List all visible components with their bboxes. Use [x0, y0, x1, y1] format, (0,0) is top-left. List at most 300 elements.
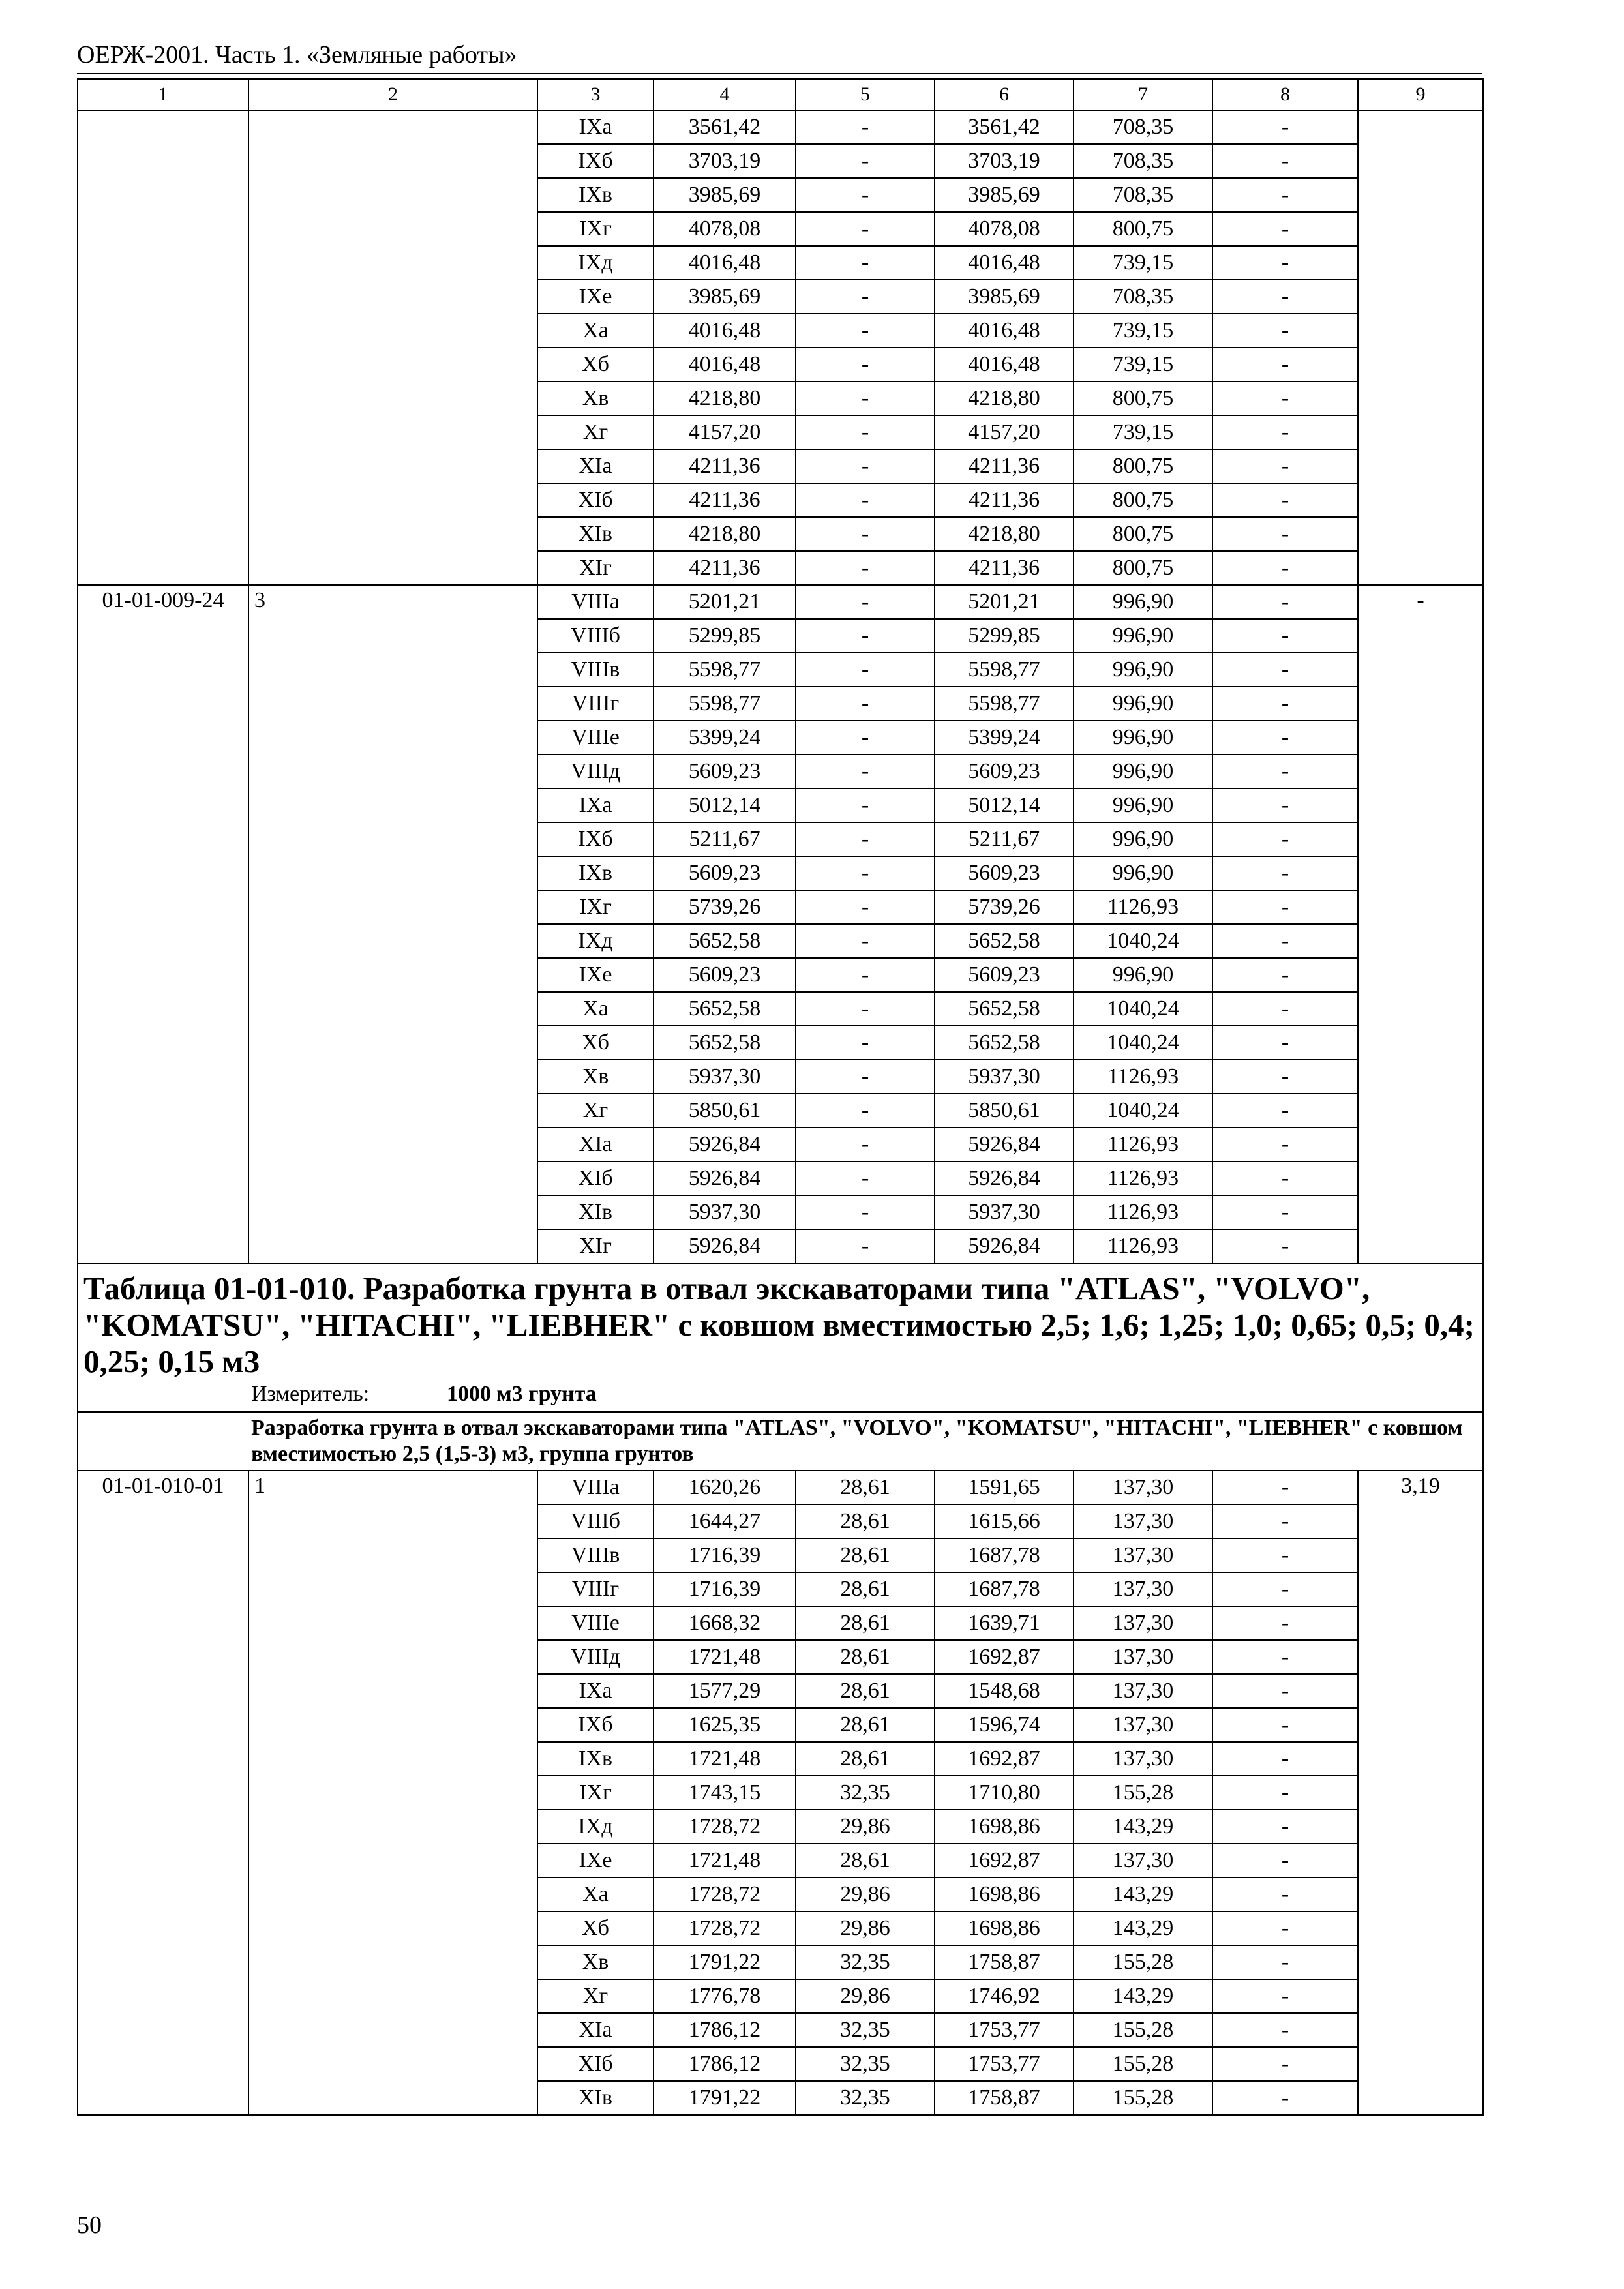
value-cell: 4211,36: [935, 483, 1074, 517]
value-cell: 32,35: [796, 2047, 935, 2081]
value-cell: 4211,36: [935, 551, 1074, 585]
value-cell: -: [796, 1026, 935, 1060]
value-cell: 4157,20: [935, 415, 1074, 449]
value-cell: 1758,87: [935, 2081, 1074, 2115]
value-cell: 5598,77: [935, 653, 1074, 687]
value-cell: -: [1212, 822, 1358, 856]
value-cell: -: [796, 1094, 935, 1128]
value-cell: 1615,66: [935, 1504, 1074, 1538]
value-cell: 5926,84: [654, 1161, 796, 1195]
value-cell: 28,61: [796, 1708, 935, 1742]
value-cell: XIв: [537, 1195, 654, 1229]
column-number: 2: [248, 79, 537, 110]
value-cell: 29,86: [796, 1911, 935, 1945]
value-cell: Xв: [537, 382, 654, 415]
value-cell: 137,30: [1074, 1471, 1212, 1504]
value-cell: IXе: [537, 1844, 654, 1878]
value-cell: 5609,23: [935, 958, 1074, 992]
value-cell: 708,35: [1074, 144, 1212, 178]
subheading-cell: [78, 1412, 1483, 1471]
header-rule: [77, 73, 1482, 74]
value-cell: 5926,84: [935, 1229, 1074, 1263]
value-cell: IXд: [537, 246, 654, 280]
value-cell: 5012,14: [935, 788, 1074, 822]
column-number: 1: [78, 79, 248, 110]
value-cell: IXд: [537, 924, 654, 958]
value-cell: 137,30: [1074, 1708, 1212, 1742]
measurer-value: 1000 м3 грунта: [447, 1382, 597, 1406]
value-cell: XIг: [537, 551, 654, 585]
value-cell: 996,90: [1074, 585, 1212, 619]
value-cell: 32,35: [796, 1945, 935, 1979]
value-cell: 29,86: [796, 1810, 935, 1844]
value-cell: 1625,35: [654, 1708, 796, 1742]
value-cell: -: [796, 1229, 935, 1263]
value-cell: 5739,26: [935, 890, 1074, 924]
value-cell: 4157,20: [654, 415, 796, 449]
value-cell: -: [1212, 585, 1358, 619]
subheading-text: Разработка грунта в отвал экскаваторами типа "ATLAS", "VOLVO", "KOMATSU", "HITACHI", "LIEBHER" с ковшом вместимостью 2,5 (1,5-3) м3, группа грунтов: [251, 1416, 1463, 1466]
value-cell: 143,29: [1074, 1911, 1212, 1945]
value-cell: 4016,48: [935, 314, 1074, 348]
value-cell: 143,29: [1074, 1810, 1212, 1844]
value-cell: 5201,21: [935, 585, 1074, 619]
value-cell: 28,61: [796, 1538, 935, 1572]
value-cell: -: [796, 788, 935, 822]
value-cell: XIа: [537, 1128, 654, 1161]
value-cell: 1743,15: [654, 1776, 796, 1810]
value-cell: 708,35: [1074, 280, 1212, 314]
value-cell: -: [1212, 2013, 1358, 2047]
value-cell: 5652,58: [654, 1026, 796, 1060]
value-cell: 996,90: [1074, 788, 1212, 822]
value-cell: -: [1212, 1572, 1358, 1606]
value-cell: 1687,78: [935, 1572, 1074, 1606]
value-cell: -: [1212, 619, 1358, 653]
value-cell: 1040,24: [1074, 1094, 1212, 1128]
value-cell: 143,29: [1074, 1979, 1212, 2013]
value-cell: 137,30: [1074, 1674, 1212, 1708]
value-cell: 5926,84: [935, 1161, 1074, 1195]
value-cell: 5598,77: [935, 687, 1074, 721]
value-cell: 1728,72: [654, 1810, 796, 1844]
work-group-cell: 3: [248, 585, 537, 1263]
section-title: Таблица 01-01-010. Разработка грунта в отвал экскаваторами типа "ATLAS", "VOLVO", "KOMATSU", "HITACHI", "LIEBHER" с ковшом вместимостью 2,5; 1,6; 1,25; 1,0; 0,65; 0,5; 0,4; 0,25; 0,15 м3: [83, 1270, 1475, 1379]
subheading-row: [78, 1412, 1483, 1471]
value-cell: -: [1212, 1979, 1358, 2013]
value-cell: 5926,84: [654, 1229, 796, 1263]
value-cell: -: [1212, 1674, 1358, 1708]
value-cell: 28,61: [796, 1640, 935, 1674]
work-group-cell: 1: [248, 1471, 537, 2115]
value-cell: 5609,23: [935, 856, 1074, 890]
value-cell: 5926,84: [935, 1128, 1074, 1161]
value-cell: 1746,92: [935, 1979, 1074, 2013]
value-cell: -: [796, 687, 935, 721]
value-cell: -: [796, 890, 935, 924]
column-number: 3: [537, 79, 654, 110]
value-cell: 739,15: [1074, 246, 1212, 280]
value-cell: -: [1212, 1538, 1358, 1572]
value-cell: 1791,22: [654, 2081, 796, 2115]
value-cell: -: [796, 755, 935, 788]
value-cell: -: [1212, 924, 1358, 958]
value-cell: 28,61: [796, 1572, 935, 1606]
value-cell: -: [1212, 755, 1358, 788]
value-cell: 5299,85: [654, 619, 796, 653]
value-cell: 1692,87: [935, 1742, 1074, 1776]
table-row: [78, 585, 1483, 619]
value-cell: 5850,61: [935, 1094, 1074, 1128]
rate-code-cell: 01-01-009-24: [78, 585, 248, 1263]
value-cell: 1639,71: [935, 1606, 1074, 1640]
value-cell: 1758,87: [935, 1945, 1074, 1979]
value-cell: 137,30: [1074, 1504, 1212, 1538]
value-cell: -: [1212, 110, 1358, 144]
col9-cell: 3,19: [1358, 1471, 1483, 2115]
value-cell: Xб: [537, 348, 654, 382]
value-cell: 155,28: [1074, 1945, 1212, 1979]
value-cell: 4218,80: [654, 382, 796, 415]
col9-cell: -: [1358, 585, 1483, 1263]
value-cell: 1791,22: [654, 1945, 796, 1979]
value-cell: 1721,48: [654, 1742, 796, 1776]
value-cell: -: [1212, 1471, 1358, 1504]
value-cell: VIIIб: [537, 619, 654, 653]
value-cell: 996,90: [1074, 755, 1212, 788]
value-cell: IXг: [537, 1776, 654, 1810]
value-cell: -: [1212, 2047, 1358, 2081]
column-number: 5: [796, 79, 935, 110]
value-cell: IXб: [537, 144, 654, 178]
value-cell: 28,61: [796, 1844, 935, 1878]
value-cell: -: [1212, 687, 1358, 721]
value-cell: 800,75: [1074, 551, 1212, 585]
value-cell: 1644,27: [654, 1504, 796, 1538]
value-cell: -: [1212, 1945, 1358, 1979]
value-cell: -: [1212, 2081, 1358, 2115]
value-cell: -: [1212, 212, 1358, 246]
value-cell: 5652,58: [935, 1026, 1074, 1060]
value-cell: VIIIе: [537, 721, 654, 755]
value-cell: -: [796, 1060, 935, 1094]
value-cell: 137,30: [1074, 1572, 1212, 1606]
value-cell: -: [796, 958, 935, 992]
value-cell: 4078,08: [654, 212, 796, 246]
value-cell: 5937,30: [654, 1195, 796, 1229]
value-cell: 4016,48: [935, 246, 1074, 280]
value-cell: VIIIг: [537, 1572, 654, 1606]
value-cell: 1040,24: [1074, 924, 1212, 958]
value-cell: 5598,77: [654, 653, 796, 687]
value-cell: IXв: [537, 178, 654, 212]
value-cell: 1620,26: [654, 1471, 796, 1504]
value-cell: XIб: [537, 483, 654, 517]
value-cell: IXе: [537, 958, 654, 992]
value-cell: -: [796, 551, 935, 585]
value-cell: -: [1212, 788, 1358, 822]
value-cell: 4218,80: [935, 382, 1074, 415]
value-cell: 32,35: [796, 2081, 935, 2115]
value-cell: 1668,32: [654, 1606, 796, 1640]
value-cell: -: [796, 348, 935, 382]
value-cell: -: [1212, 653, 1358, 687]
column-number: 4: [654, 79, 796, 110]
value-cell: -: [1212, 1229, 1358, 1263]
value-cell: -: [796, 449, 935, 483]
value-cell: 5012,14: [654, 788, 796, 822]
work-group-cell: [248, 110, 537, 585]
value-cell: 155,28: [1074, 1776, 1212, 1810]
value-cell: -: [796, 314, 935, 348]
value-cell: 1698,86: [935, 1810, 1074, 1844]
value-cell: 996,90: [1074, 653, 1212, 687]
value-cell: 28,61: [796, 1471, 935, 1504]
value-cell: -: [796, 382, 935, 415]
value-cell: 1040,24: [1074, 992, 1212, 1026]
value-cell: -: [1212, 1640, 1358, 1674]
value-cell: 5609,23: [654, 856, 796, 890]
value-cell: Xа: [537, 992, 654, 1026]
value-cell: 28,61: [796, 1674, 935, 1708]
value-cell: -: [1212, 992, 1358, 1026]
value-cell: 1687,78: [935, 1538, 1074, 1572]
value-cell: 32,35: [796, 1776, 935, 1810]
value-cell: 5937,30: [935, 1060, 1074, 1094]
value-cell: Xа: [537, 314, 654, 348]
value-cell: XIг: [537, 1229, 654, 1263]
value-cell: 800,75: [1074, 382, 1212, 415]
value-cell: 1786,12: [654, 2047, 796, 2081]
value-cell: 4016,48: [654, 314, 796, 348]
value-cell: 4016,48: [935, 348, 1074, 382]
value-cell: -: [796, 246, 935, 280]
value-cell: XIб: [537, 2047, 654, 2081]
value-cell: VIIIд: [537, 755, 654, 788]
value-cell: VIIIв: [537, 1538, 654, 1572]
value-cell: 996,90: [1074, 687, 1212, 721]
value-cell: 1753,77: [935, 2013, 1074, 2047]
value-cell: 29,86: [796, 1878, 935, 1911]
value-cell: 32,35: [796, 2013, 935, 2047]
value-cell: -: [796, 144, 935, 178]
value-cell: XIб: [537, 1161, 654, 1195]
value-cell: IXа: [537, 788, 654, 822]
value-cell: 739,15: [1074, 415, 1212, 449]
value-cell: 5399,24: [935, 721, 1074, 755]
value-cell: 5598,77: [654, 687, 796, 721]
column-number: 7: [1074, 79, 1212, 110]
column-number-row: [78, 79, 1483, 110]
value-cell: IXа: [537, 110, 654, 144]
value-cell: -: [1212, 178, 1358, 212]
value-cell: 155,28: [1074, 2047, 1212, 2081]
value-cell: -: [1212, 1708, 1358, 1742]
value-cell: -: [796, 178, 935, 212]
value-cell: 155,28: [1074, 2081, 1212, 2115]
value-cell: IXб: [537, 822, 654, 856]
value-cell: 1728,72: [654, 1911, 796, 1945]
value-cell: 1596,74: [935, 1708, 1074, 1742]
value-cell: 1692,87: [935, 1640, 1074, 1674]
value-cell: -: [1212, 1026, 1358, 1060]
value-cell: Xв: [537, 1060, 654, 1094]
value-cell: -: [1212, 1911, 1358, 1945]
section-heading-cell: [78, 1263, 1483, 1412]
value-cell: -: [1212, 280, 1358, 314]
page-header-title: ОЕРЖ-2001. Часть 1. «Земляные работы»: [77, 41, 517, 68]
value-cell: -: [1212, 1844, 1358, 1878]
value-cell: 1692,87: [935, 1844, 1074, 1878]
value-cell: 3985,69: [654, 178, 796, 212]
value-cell: XIа: [537, 2013, 654, 2047]
value-cell: Xг: [537, 415, 654, 449]
column-number: 9: [1358, 79, 1483, 110]
value-cell: IXд: [537, 1810, 654, 1844]
value-cell: 5211,67: [654, 822, 796, 856]
value-cell: 5609,23: [654, 958, 796, 992]
value-cell: 1126,93: [1074, 1195, 1212, 1229]
value-cell: 137,30: [1074, 1606, 1212, 1640]
value-cell: 4218,80: [654, 517, 796, 551]
value-cell: VIIIа: [537, 1471, 654, 1504]
value-cell: -: [1212, 1060, 1358, 1094]
value-cell: -: [1212, 1742, 1358, 1776]
value-cell: IXа: [537, 1674, 654, 1708]
page-number: 50: [77, 2211, 102, 2239]
value-cell: 1698,86: [935, 1878, 1074, 1911]
section-heading-row: [78, 1263, 1483, 1412]
value-cell: 5937,30: [935, 1195, 1074, 1229]
measurer-label: Измеритель:: [251, 1382, 370, 1406]
value-cell: 1753,77: [935, 2047, 1074, 2081]
value-cell: 1548,68: [935, 1674, 1074, 1708]
value-cell: -: [796, 619, 935, 653]
value-cell: 5299,85: [935, 619, 1074, 653]
value-cell: -: [1212, 1776, 1358, 1810]
column-number: 6: [935, 79, 1074, 110]
value-cell: 800,75: [1074, 517, 1212, 551]
value-cell: 3561,42: [654, 110, 796, 144]
value-cell: 29,86: [796, 1979, 935, 2013]
value-cell: 5652,58: [654, 992, 796, 1026]
measurer-line: [78, 1380, 1482, 1411]
value-cell: -: [796, 1128, 935, 1161]
value-cell: 1710,80: [935, 1776, 1074, 1810]
value-cell: 137,30: [1074, 1640, 1212, 1674]
table-row: [78, 110, 1483, 144]
value-cell: -: [1212, 958, 1358, 992]
value-cell: 4211,36: [654, 551, 796, 585]
value-cell: 1126,93: [1074, 1060, 1212, 1094]
value-cell: 996,90: [1074, 721, 1212, 755]
value-cell: 800,75: [1074, 449, 1212, 483]
value-cell: 1716,39: [654, 1572, 796, 1606]
value-cell: IXг: [537, 890, 654, 924]
value-cell: 4016,48: [654, 348, 796, 382]
value-cell: IXб: [537, 1708, 654, 1742]
value-cell: -: [1212, 1810, 1358, 1844]
value-cell: 4218,80: [935, 517, 1074, 551]
value-cell: 1721,48: [654, 1844, 796, 1878]
value-cell: 5652,58: [654, 924, 796, 958]
value-cell: 1776,78: [654, 1979, 796, 2013]
rates-table: [77, 78, 1484, 2116]
value-cell: 137,30: [1074, 1742, 1212, 1776]
value-cell: 5937,30: [654, 1060, 796, 1094]
value-cell: 143,29: [1074, 1878, 1212, 1911]
value-cell: IXг: [537, 212, 654, 246]
value-cell: Xг: [537, 1094, 654, 1128]
value-cell: 996,90: [1074, 958, 1212, 992]
value-cell: -: [1212, 856, 1358, 890]
value-cell: VIIIа: [537, 585, 654, 619]
value-cell: -: [796, 585, 935, 619]
value-cell: 5211,67: [935, 822, 1074, 856]
value-cell: 5850,61: [654, 1094, 796, 1128]
value-cell: 1126,93: [1074, 1128, 1212, 1161]
value-cell: 1786,12: [654, 2013, 796, 2047]
value-cell: 5399,24: [654, 721, 796, 755]
rate-code-cell: [78, 110, 248, 585]
column-number: 8: [1212, 79, 1358, 110]
value-cell: 996,90: [1074, 856, 1212, 890]
value-cell: IXв: [537, 856, 654, 890]
value-cell: Xг: [537, 1979, 654, 2013]
value-cell: -: [1212, 890, 1358, 924]
value-cell: 3703,19: [654, 144, 796, 178]
value-cell: 708,35: [1074, 110, 1212, 144]
value-cell: -: [1212, 1878, 1358, 1911]
value-cell: 5652,58: [935, 924, 1074, 958]
value-cell: 4211,36: [935, 449, 1074, 483]
value-cell: 5609,23: [654, 755, 796, 788]
value-cell: 28,61: [796, 1742, 935, 1776]
value-cell: VIIIг: [537, 687, 654, 721]
value-cell: -: [1212, 1195, 1358, 1229]
value-cell: -: [796, 1195, 935, 1229]
value-cell: 3985,69: [935, 178, 1074, 212]
value-cell: 1721,48: [654, 1640, 796, 1674]
value-cell: 1040,24: [1074, 1026, 1212, 1060]
value-cell: -: [796, 212, 935, 246]
col9-cell: [1358, 110, 1483, 585]
value-cell: 4211,36: [654, 449, 796, 483]
value-cell: 800,75: [1074, 212, 1212, 246]
value-cell: -: [1212, 348, 1358, 382]
value-cell: -: [1212, 449, 1358, 483]
value-cell: IXв: [537, 1742, 654, 1776]
value-cell: -: [796, 110, 935, 144]
value-cell: VIIIв: [537, 653, 654, 687]
value-cell: -: [1212, 415, 1358, 449]
value-cell: -: [1212, 1504, 1358, 1538]
value-cell: Xв: [537, 1945, 654, 1979]
value-cell: -: [1212, 551, 1358, 585]
value-cell: 3561,42: [935, 110, 1074, 144]
value-cell: XIв: [537, 2081, 654, 2115]
value-cell: 708,35: [1074, 178, 1212, 212]
value-cell: Xа: [537, 1878, 654, 1911]
value-cell: -: [796, 483, 935, 517]
value-cell: 28,61: [796, 1504, 935, 1538]
value-cell: 137,30: [1074, 1538, 1212, 1572]
value-cell: 3703,19: [935, 144, 1074, 178]
value-cell: 1591,65: [935, 1471, 1074, 1504]
value-cell: IXе: [537, 280, 654, 314]
value-cell: -: [1212, 517, 1358, 551]
value-cell: 1126,93: [1074, 1229, 1212, 1263]
